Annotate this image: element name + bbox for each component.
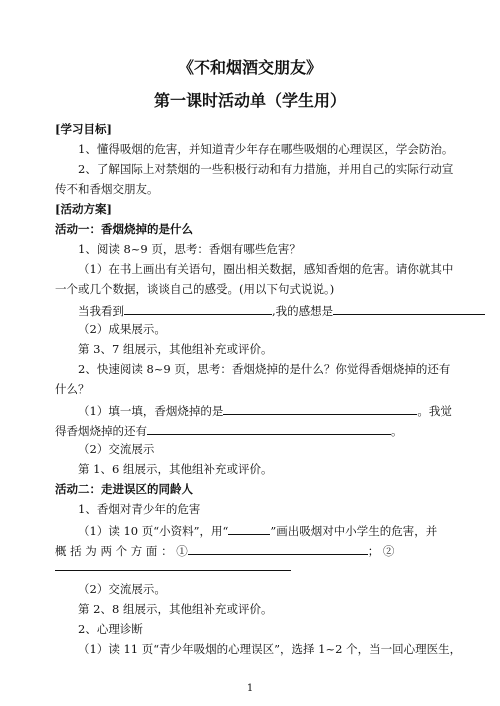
act2-task-1-line-2 [55,542,394,559]
fill-blank-7[interactable] [55,570,291,571]
act1-fill-2-line-2 [55,422,403,439]
act1-question-2-line-2: 什么？ [55,382,90,396]
goals-header: [学习目标] [55,122,112,136]
act2-item-1: 1、香烟对青少年的危害 [78,502,201,516]
act2-groups: 第 2、8 组展示，其他组补充或评价。 [78,602,273,616]
summary-prefix: 概 括 为 两 个 方 面 ： ① [55,544,188,558]
summary-middle: ； ② [367,544,395,558]
fill-2-prefix: （1）填一填，香烟烧掉的是 [78,404,224,418]
act1-task-1-line-1: （1）在书上画出有关语句，圈出相关数据，感知香烟的危害。请你就其中 [78,262,454,276]
act2-exchange: （2）交流展示。 [78,582,166,596]
goal-2-line-1: 2、了解国际上对禁烟的一些积极行动和有力措施，并用自己的实际行动宣 [78,162,454,176]
task-1-suffix: ”画出吸烟对中小学生的危害，并 [270,524,438,538]
activity-2-title: 活动二：走进误区的同龄人 [55,482,193,496]
task-1-prefix: （1）读 10 页“小资料”，用“ [78,524,229,538]
act1-groups-1: 第 3、7 组展示，其他组补充或评价。 [78,342,273,356]
fill-blank-1[interactable] [124,302,272,315]
act2-item-2: 2、心理诊断 [78,622,143,636]
fill-3-prefix: 得香烟烧掉的还有 [55,424,147,438]
goal-2-line-2: 传不和香烟交朋友。 [55,182,159,196]
act2-task-1-line-1 [78,522,437,539]
fill-3-suffix: 。 [391,424,403,438]
act1-question-1: 1、阅读 8~9 页，思考：香烟有哪些危害？ [78,242,301,256]
act1-task-1-line-2: 一个或几个数据，谈谈自己的感受。(用以下句式说说。) [55,282,335,296]
fill-middle: ,我的感想是 [272,304,334,318]
fill-2-suffix: 。我觉 [417,404,452,418]
act1-task-2: （2）成果展示。 [78,322,166,336]
act1-fill-sentence [78,302,485,319]
fill-blank-2[interactable] [333,302,485,315]
act1-fill-2-line-1 [78,402,452,419]
fill-blank-5[interactable] [228,522,270,535]
act1-exchange: （2）交流展示 [78,442,155,456]
fill-blank-6[interactable] [188,542,368,555]
activity-1-title: 活动一：香烟烧掉的是什么 [55,222,193,236]
plan-header: [活动方案] [55,202,112,216]
act1-question-2-line-1: 2、快速阅读 8~9 页，思考：香烟烧掉的是什么？你觉得香烟烧掉的还有 [78,362,451,376]
fill-prefix: 当我看到 [78,304,124,318]
fill-blank-3[interactable] [223,402,417,415]
page-number: 1 [246,683,254,694]
fill-blank-4[interactable] [147,422,391,435]
document-title: 《不和烟酒交朋友》 [177,58,322,77]
document-subtitle: 第一课时活动单（学生用） [153,91,346,110]
goal-1-line-1: 1、懂得吸烟的危害，并知道青少年存在哪些吸烟的心理误区，学会防治。 [78,142,454,156]
act2-task-2-line-1: （1）读 11 页“青少年吸烟的心理误区”，选择 1~2 个，当一回心理医生， [78,642,462,656]
act1-groups-2: 第 1、6 组展示，其他组补充或评价。 [78,462,273,476]
